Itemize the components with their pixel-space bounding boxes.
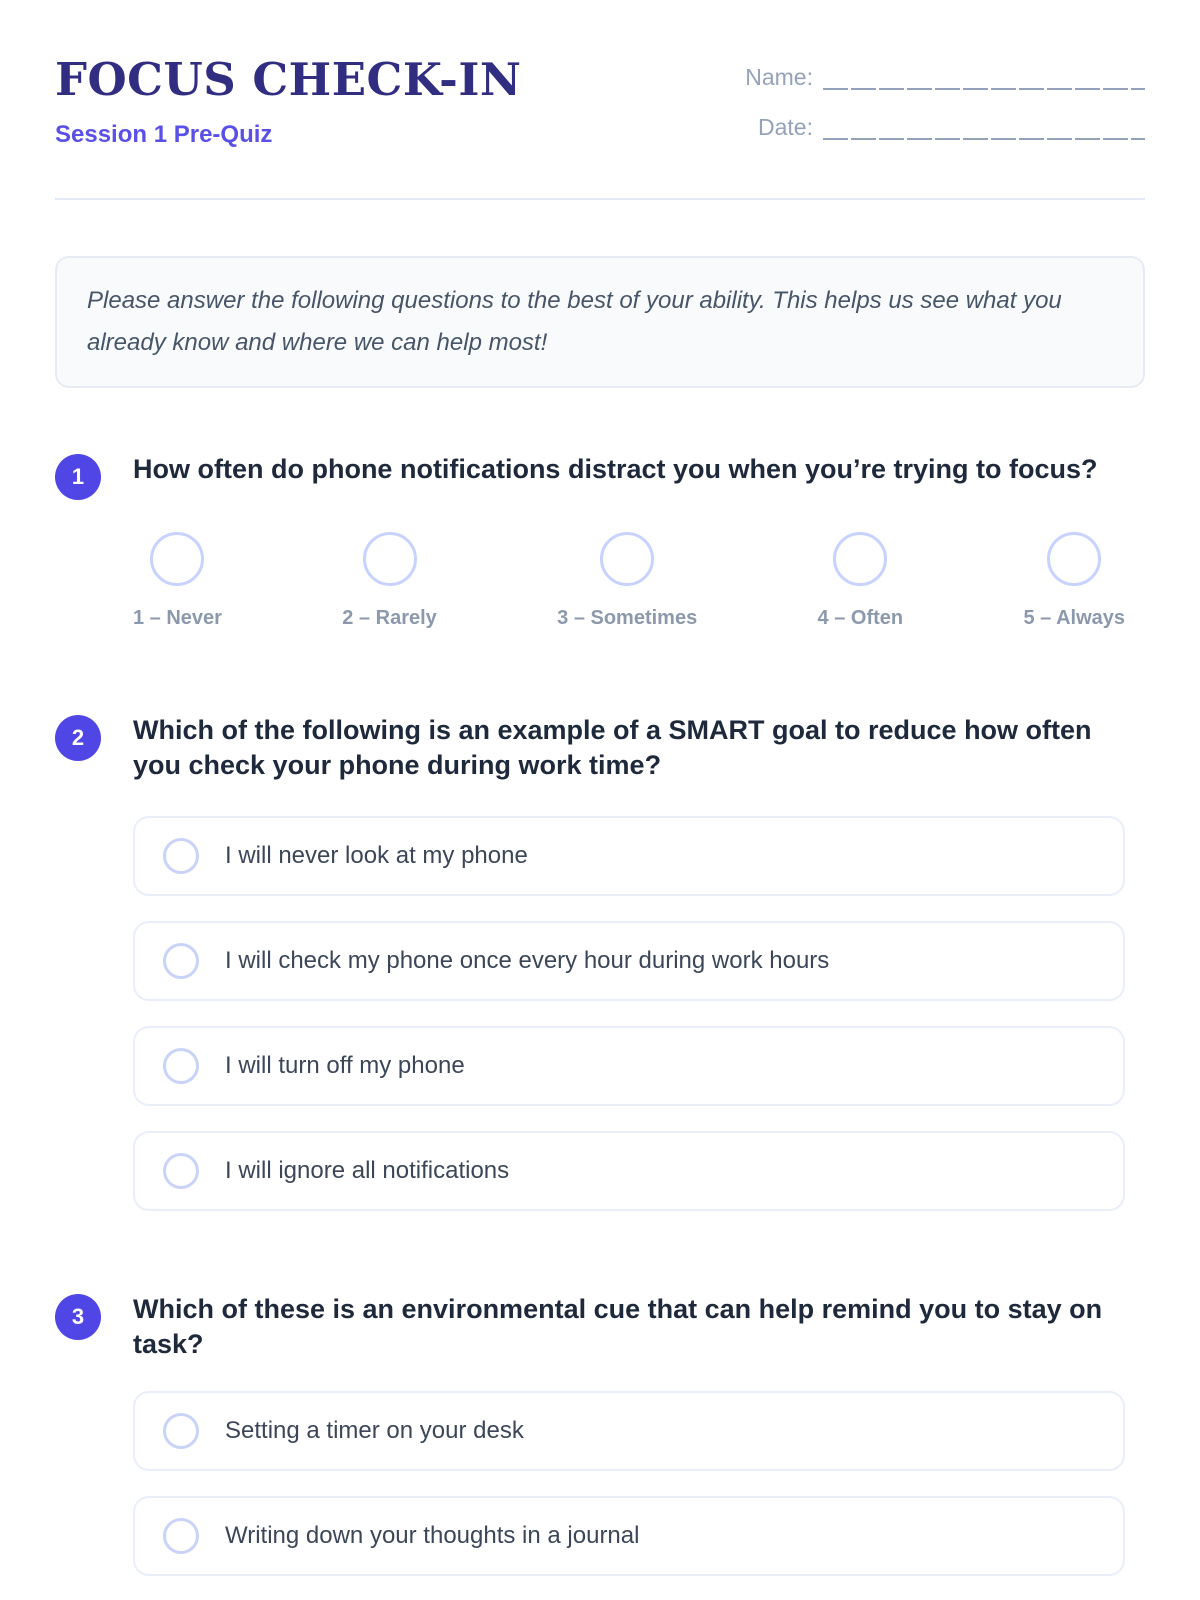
option-row[interactable]	[133, 921, 1125, 1001]
question-3-options	[133, 1391, 1125, 1576]
scale-option-3	[557, 532, 697, 631]
option-row[interactable]	[133, 1496, 1125, 1576]
option-label: I will check my phone once every hour during work hours	[225, 947, 830, 974]
scale-label-3: 3 – Sometimes	[557, 607, 698, 629]
date-label: Date:	[758, 114, 813, 140]
option-radio[interactable]	[163, 838, 199, 874]
option-radio[interactable]	[163, 1153, 199, 1189]
option-radio[interactable]	[163, 1413, 199, 1449]
option-label: Setting a timer on your desk	[225, 1417, 524, 1444]
option-label: I will ignore all notifications	[225, 1157, 510, 1184]
question-2-number: 2	[71, 725, 85, 750]
question-2	[55, 713, 1145, 783]
date-field-row	[758, 114, 1145, 140]
scale-option-4	[818, 532, 904, 631]
question-2-badge	[55, 715, 101, 761]
scale-option-1	[133, 532, 222, 631]
instructions-text: Please answer the following questions to the best of your ability. This helps us see what you already know and where we can help most!	[87, 287, 1062, 356]
option-radio[interactable]	[163, 1048, 199, 1084]
page-subtitle: Session 1 Pre-Quiz	[55, 121, 273, 148]
scale-radio-5[interactable]	[1047, 532, 1101, 586]
option-radio[interactable]	[163, 1518, 199, 1554]
header	[55, 0, 1145, 150]
question-2-text: Which of the following is an example of a SMART goal to reduce how often you check your phone during work time?	[133, 715, 1092, 780]
name-label: Name:	[745, 64, 813, 90]
question-3-number: 3	[71, 1304, 85, 1329]
option-row[interactable]	[133, 1026, 1125, 1106]
option-row[interactable]	[133, 816, 1125, 896]
question-1	[55, 452, 1145, 500]
scale-radio-2[interactable]	[363, 532, 417, 586]
page-title: FOCUS CHECK-IN	[55, 53, 522, 106]
header-titles	[55, 53, 522, 150]
option-row[interactable]	[133, 1131, 1125, 1211]
instructions-box	[55, 256, 1145, 388]
name-field-row	[745, 64, 1145, 90]
scale-option-5	[1023, 532, 1125, 631]
scale-radio-1[interactable]	[150, 532, 204, 586]
option-label: I will turn off my phone	[225, 1052, 465, 1079]
question-3	[55, 1292, 1145, 1362]
scale-option-2	[342, 532, 437, 631]
question-1-badge	[55, 454, 101, 500]
scale-radio-4[interactable]	[833, 532, 887, 586]
option-label: Writing down your thoughts in a journal	[225, 1522, 640, 1549]
scale-label-4: 4 – Often	[817, 607, 904, 629]
option-label: I will never look at my phone	[225, 842, 528, 869]
question-1-text: How often do phone notifications distract you when you’re trying to focus?	[133, 454, 1098, 484]
name-input-line[interactable]	[823, 68, 1145, 90]
option-radio[interactable]	[163, 943, 199, 979]
question-3-text: Which of these is an environmental cue that can help remind you to stay on task?	[133, 1294, 1103, 1359]
scale-radio-3[interactable]	[600, 532, 654, 586]
question-1-scale	[133, 532, 1125, 631]
question-1-number: 1	[71, 464, 85, 489]
header-fields	[745, 64, 1145, 140]
scale-label-5: 5 – Always	[1023, 607, 1125, 629]
question-3-badge	[55, 1294, 101, 1340]
question-2-options	[133, 816, 1125, 1211]
scale-label-2: 2 – Rarely	[342, 607, 437, 629]
option-row[interactable]	[133, 1391, 1125, 1471]
date-input-line[interactable]	[823, 118, 1145, 140]
scale-label-1: 1 – Never	[133, 607, 222, 629]
header-divider	[55, 198, 1145, 200]
